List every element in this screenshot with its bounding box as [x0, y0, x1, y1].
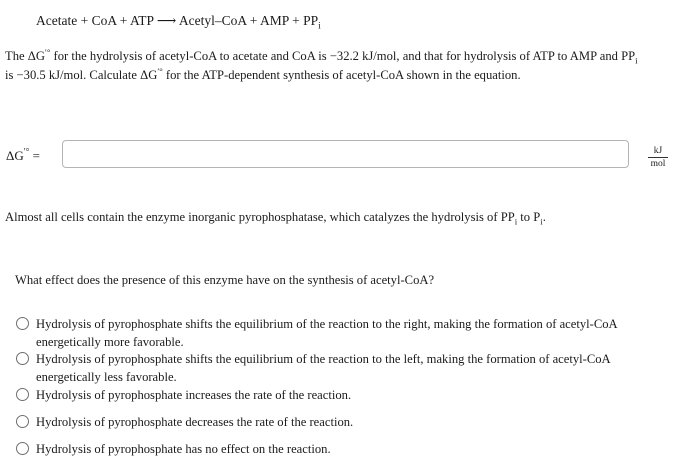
option-label: Hydrolysis of pyrophosphate has no effect on the reaction. — [36, 442, 331, 456]
delta-g-answer-input[interactable] — [62, 140, 629, 168]
delta-g-prime: ′° — [23, 146, 30, 157]
intro-text-2b: for the ATP-dependent synthesis of acetyl-CoA shown in the equation. — [162, 68, 521, 82]
option-line-2: energetically less favorable. — [36, 370, 177, 384]
delta-g-symbol: ΔG — [6, 148, 24, 163]
equation-products: Acetyl–CoA + AMP + PP — [178, 13, 319, 28]
option-decreases-rate[interactable] — [16, 413, 656, 431]
enzyme-subscript-1: i — [514, 216, 518, 227]
option-shift-left[interactable] — [16, 350, 656, 386]
radio-button[interactable] — [16, 352, 29, 365]
option-no-effect[interactable] — [16, 440, 656, 458]
option-shift-right[interactable] — [16, 315, 656, 351]
radio-button[interactable] — [16, 388, 29, 401]
intro-text-1a: The ΔG — [5, 49, 45, 63]
option-label: Hydrolysis of pyrophosphate decreases the rate of the reaction. — [36, 415, 354, 429]
enzyme-statement — [5, 210, 546, 225]
prime-mark: ′° — [157, 65, 163, 76]
intro-text-1b: for the hydrolysis of acetyl-CoA to acetate and CoA is −32.2 kJ/mol, and that for hydrolysis of ATP to AMP and PP — [50, 49, 636, 63]
enzyme-text-a: Almost all cells contain the enzyme inorganic pyrophosphatase, which catalyzes the hydrolysis of PP — [5, 210, 515, 224]
question-text: What effect does the presence of this enzyme have on the synthesis of acetyl-CoA? — [15, 273, 435, 287]
intro-line-2 — [5, 66, 693, 85]
radio-button[interactable] — [16, 317, 29, 330]
option-line-1: Hydrolysis of pyrophosphate shifts the equilibrium of the reaction to the right, making the formation of acetyl-CoA — [36, 317, 618, 331]
enzyme-subscript-2: i — [540, 216, 543, 227]
unit-fraction — [648, 146, 668, 169]
radio-button[interactable] — [16, 442, 29, 455]
option-label — [36, 350, 656, 386]
enzyme-text-c: . — [542, 210, 546, 224]
delta-g-label — [6, 148, 40, 164]
option-line-2: energetically more favorable. — [36, 335, 184, 349]
equation-reactants: Acetate + CoA + ATP — [36, 13, 154, 28]
intro-text-2a: is −30.5 kJ/mol. Calculate ΔG — [5, 68, 158, 82]
equation-subscript-i: i — [318, 21, 321, 32]
radio-button[interactable] — [16, 415, 29, 428]
unit-numerator: kJ — [648, 146, 668, 158]
reaction-arrow: ⟶ — [156, 13, 177, 28]
option-label — [36, 315, 656, 351]
option-label: Hydrolysis of pyrophosphate increases the rate of the reaction. — [36, 388, 352, 402]
intro-subscript-i: i — [635, 55, 638, 66]
option-line-1: Hydrolysis of pyrophosphate shifts the equilibrium of the reaction to the left, making the formation of acetyl-CoA — [36, 352, 611, 366]
prime-mark: ′° — [44, 46, 51, 57]
intro-line-1 — [5, 47, 693, 66]
option-increases-rate[interactable] — [16, 386, 656, 404]
problem-intro — [5, 47, 693, 85]
unit-denominator: mol — [650, 159, 666, 169]
reaction-equation — [36, 13, 321, 32]
enzyme-text-b: to P — [517, 210, 541, 224]
equals-sign: = — [29, 148, 40, 163]
